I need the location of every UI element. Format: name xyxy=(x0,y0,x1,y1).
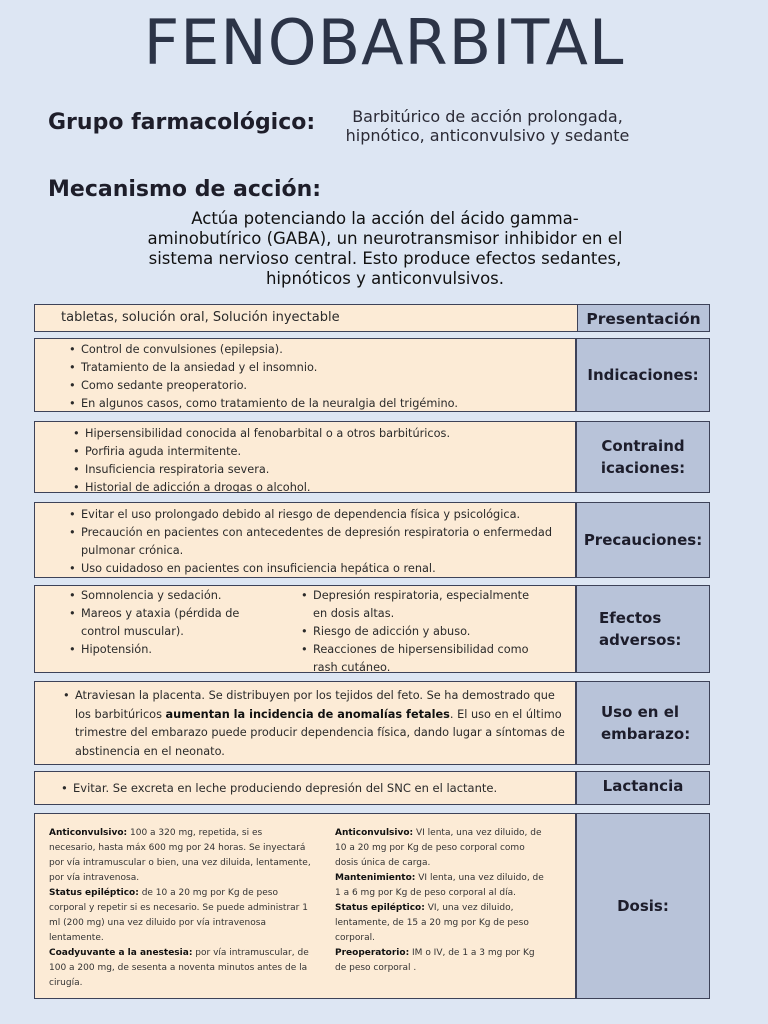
grupo-value: Barbitúrico de acción prolongada, hipnótico, anticonvulsivo y sedante xyxy=(345,107,630,145)
dosis-entry: Anticonvulsivo: 100 a 320 mg, repetida, si es necesario, hasta máx 600 mg por 24 horas. Se inyectará por vía intramuscular o bien, una vez diluida, lentamente, por vía intravenosa. xyxy=(49,828,311,883)
embarazo-label: Uso en el embarazo: xyxy=(576,681,710,765)
dosis-entry: Coadyuvante a la anestesia: por vía intramuscular, de 100 a 200 mg, de sesenta a noventa minutos antes de la cirugía. xyxy=(49,948,309,988)
list-item: • Riesgo de adicción y abuso. xyxy=(301,623,531,641)
indicaciones-list xyxy=(69,341,575,413)
lactancia-list xyxy=(61,779,575,797)
list-item: • Control de convulsiones (epilepsia). xyxy=(69,341,575,359)
embarazo-text: • Atraviesan la placenta. Se distribuyen por los tejidos del feto. Se ha demostrado que los barbitúricos aumentan la incidencia de anomalías fetales. El uso en el último trimestre del embarazo puede producir dependencia física, dando lugar a síntomas de abstinencia en el neonato. xyxy=(63,689,565,758)
dosis-right xyxy=(335,826,547,976)
page-title: FENOBARBITAL xyxy=(143,6,625,79)
lactancia-label: Lactancia xyxy=(576,771,710,805)
dosis-label: Dosis: xyxy=(576,813,710,999)
dosis-entry: Mantenimiento: VI lenta, una vez diluido, de 1 a 6 mg por Kg de peso corporal al día. xyxy=(335,873,544,898)
list-item: • Precaución en pacientes con antecedentes de depresión respiratoria o enfermedad pulmonar crónica. xyxy=(69,524,575,560)
mecanismo-value: Actúa potenciando la acción del ácido gamma-aminobutírico (GABA), un neurotransmisor inhibidor en el sistema nervioso central. Esto produce efectos sedantes, hipnóticos y anticonvulsivos. xyxy=(147,209,623,288)
presentacion-label: Presentación xyxy=(577,304,710,332)
dosis-entry: Anticonvulsivo: VI lenta, una vez diluido, de 10 a 20 mg por Kg de peso corporal como dosis única de carga. xyxy=(335,828,542,868)
presentacion-row xyxy=(34,304,710,332)
list-item: • Somnolencia y sedación. xyxy=(69,587,279,605)
precauciones-list xyxy=(69,506,575,578)
efectos-list-1 xyxy=(69,587,279,659)
presentacion-text: tabletas, solución oral, Solución inyectable xyxy=(34,304,710,332)
list-item: • En algunos casos, como tratamiento de la neuralgia del trigémino. xyxy=(69,395,575,413)
mecanismo-label: Mecanismo de acción: xyxy=(48,177,322,202)
efectos-label: Efectos adversos: xyxy=(576,585,710,673)
embarazo-row xyxy=(34,681,710,765)
contraindicaciones-label: Contraind icaciones: xyxy=(576,421,710,493)
dosis-entry: Status epiléptico: de 10 a 20 mg por Kg de peso corporal y repetir si es necesario. Se puede administrar 1 ml (200 mg) una vez diluido por vía intravenosa lentamente. xyxy=(49,888,308,943)
precauciones-label: Precauciones: xyxy=(576,502,710,578)
lactancia-row xyxy=(34,771,710,805)
dosis-entry: Preoperatorio: IM o IV, de 1 a 3 mg por Kg de peso corporal . xyxy=(335,948,535,973)
list-item: • Depresión respiratoria, especialmente en dosis altas. xyxy=(301,587,531,623)
indicaciones-label: Indicaciones: xyxy=(576,338,710,412)
list-item: • Historial de adicción a drogas o alcohol. xyxy=(73,479,575,493)
precauciones-row xyxy=(34,502,710,578)
contraindicaciones-row xyxy=(34,421,710,493)
list-item: • Hipotensión. xyxy=(69,641,279,659)
list-item: • Evitar el uso prolongado debido al riesgo de dependencia física y psicológica. xyxy=(69,506,575,524)
list-item: • Reacciones de hipersensibilidad como rash cutáneo. xyxy=(301,641,531,677)
dosis-entry: Status epiléptico: VI, una vez diluido, lentamente, de 15 a 20 mg por Kg de peso corporal. xyxy=(335,903,529,943)
contraindicaciones-list xyxy=(73,425,575,493)
list-item: • Porfiria aguda intermitente. xyxy=(73,443,575,461)
list-item: • Tratamiento de la ansiedad y el insomnio. xyxy=(69,359,575,377)
efectos-row xyxy=(34,585,710,673)
list-item: • Mareos y ataxia (pérdida de control muscular). xyxy=(69,605,279,641)
list-item: • Uso cuidadoso en pacientes con insuficiencia hepática o renal. xyxy=(69,560,575,578)
list-item: • Hipersensibilidad conocida al fenobarbital o a otros barbitúricos. xyxy=(73,425,575,443)
indicaciones-row xyxy=(34,338,710,412)
list-item: • Como sedante preoperatorio. xyxy=(69,377,575,395)
dosis-left xyxy=(49,826,311,991)
list-item: • Insuficiencia respiratoria severa. xyxy=(73,461,575,479)
efectos-list-2 xyxy=(301,587,531,677)
dosis-row xyxy=(34,813,710,999)
lactancia-text: • Evitar. Se excreta en leche produciendo depresión del SNC en el lactante. xyxy=(61,779,575,797)
grupo-label: Grupo farmacológico: xyxy=(48,110,316,135)
